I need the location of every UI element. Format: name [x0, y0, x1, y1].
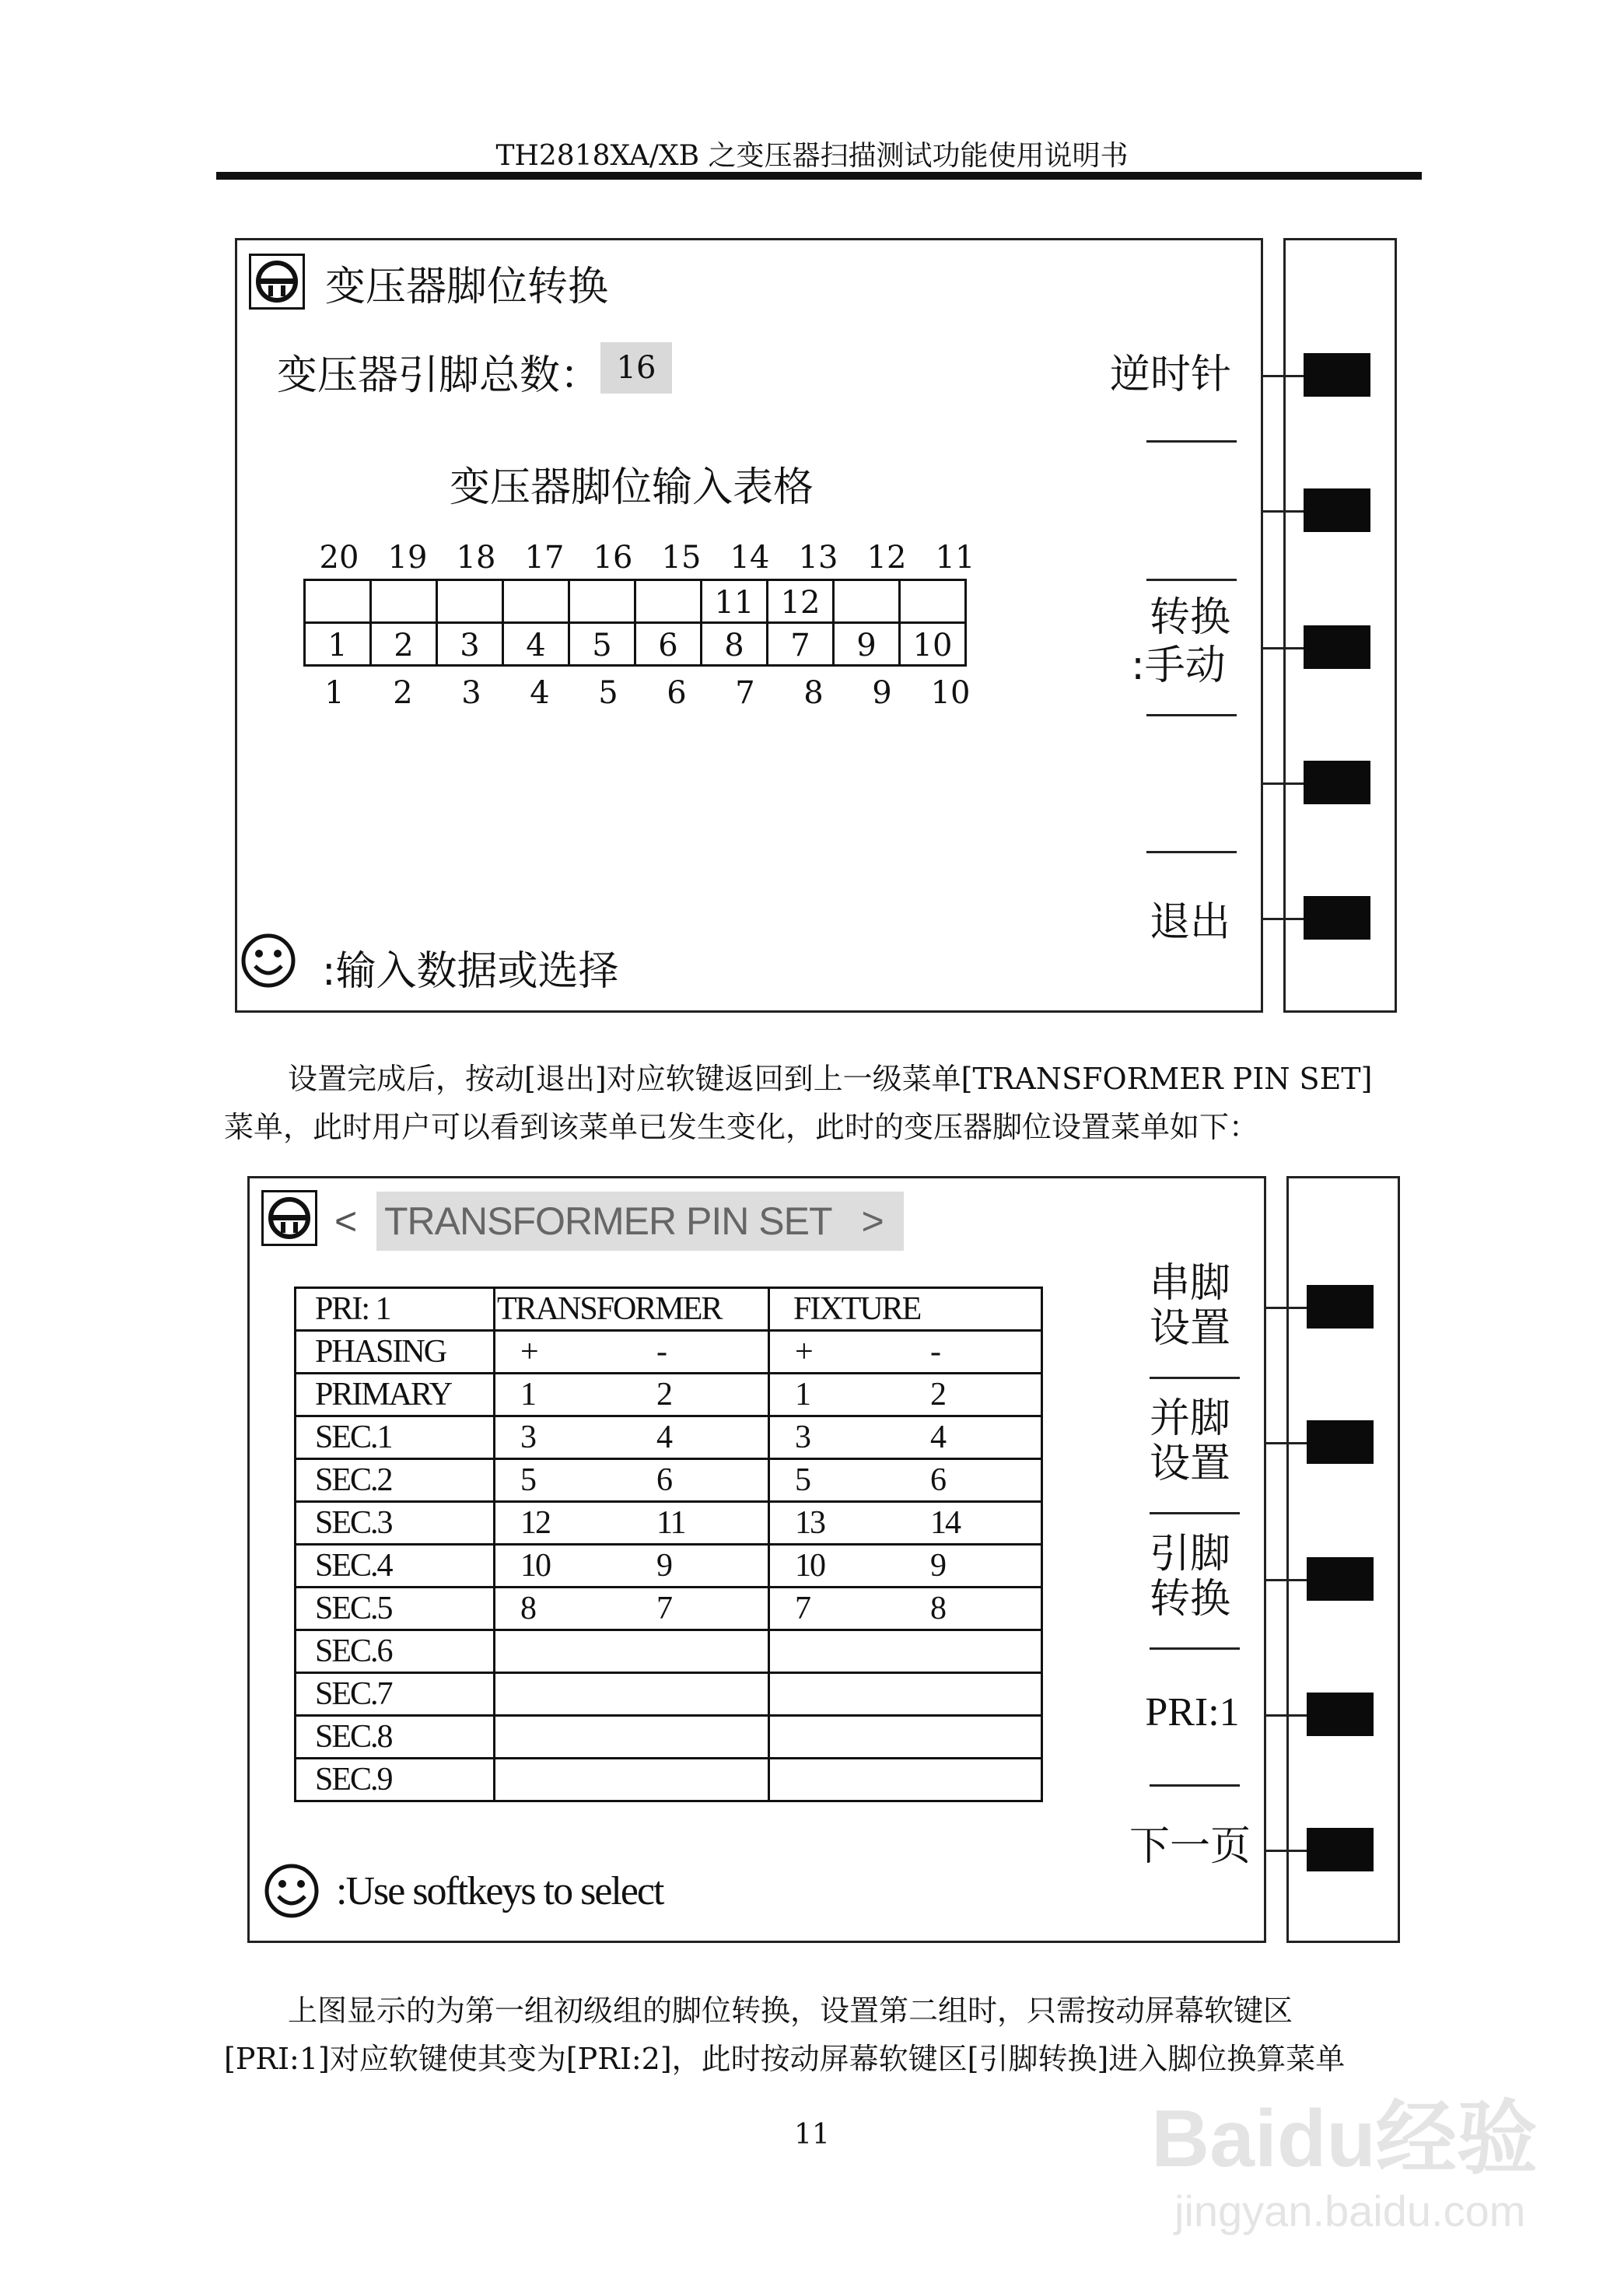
table-header-row	[296, 1288, 1042, 1331]
softkey-label-convert: 转换	[1149, 594, 1230, 641]
cell[interactable]: 5	[795, 1462, 810, 1498]
pin-cell[interactable]: 6	[634, 621, 702, 667]
row-label: SEC.1	[296, 1416, 495, 1459]
softkey-connector	[1265, 1307, 1307, 1309]
pin-cell[interactable]	[369, 579, 438, 624]
cell[interactable]: 1	[520, 1377, 535, 1413]
pin-cell[interactable]	[436, 579, 504, 624]
paragraph-line: 上图显示的为第一组初级组的脚位转换，设置第二组时，只需按动屏幕软键区	[288, 1994, 1293, 2028]
softkey-separator	[1146, 714, 1237, 716]
pin-cell[interactable]: 2	[369, 621, 438, 667]
cell[interactable]: 9	[656, 1548, 671, 1584]
softkey-connector	[1262, 375, 1304, 377]
cell[interactable]: -	[930, 1334, 940, 1370]
pin-number: 7	[735, 675, 755, 711]
pin-cell[interactable]: 8	[700, 621, 768, 667]
cell[interactable]: 11	[656, 1505, 685, 1541]
softkey-label-next-page: 下一页	[1129, 1823, 1251, 1870]
table-row	[296, 1545, 1042, 1588]
pin-cell[interactable]: 11	[700, 579, 768, 624]
softkey-connector	[1262, 647, 1304, 649]
softkey-separator	[1150, 1377, 1240, 1379]
row-label: SEC.2	[296, 1459, 495, 1502]
cell[interactable]: 10	[795, 1548, 824, 1584]
row-label: SEC.7	[296, 1673, 495, 1716]
pin-number: 4	[530, 675, 550, 711]
pin-total-field[interactable]: 16	[600, 342, 672, 394]
cell[interactable]: 7	[656, 1591, 671, 1626]
cell[interactable]: 9	[930, 1548, 945, 1584]
status-message: :Use softkeys to select	[336, 1869, 663, 1913]
watermark-brand: Baidu经验	[1151, 2094, 1538, 2184]
pin-cell[interactable]	[502, 579, 570, 624]
softkey-connector	[1262, 918, 1304, 920]
row-label: SEC.8	[296, 1716, 495, 1759]
row-label: SEC.5	[296, 1588, 495, 1630]
watermark-url: jingyan.baidu.com	[1174, 2186, 1526, 2235]
paragraph-line: [PRI:1]对应软键使其变为[PRI:2]，此时按动屏幕软键区[引脚转换]进入脚位换算菜单	[224, 2042, 1346, 2076]
cell[interactable]: 4	[930, 1420, 945, 1455]
fixture-header: FIXTURE	[769, 1288, 1042, 1331]
table-row	[296, 1630, 1042, 1673]
pin-number: 19	[387, 540, 428, 576]
pin-number: 18	[456, 540, 496, 576]
cell[interactable]: 6	[930, 1462, 945, 1498]
table-row	[296, 1502, 1042, 1545]
row-label: SEC.6	[296, 1630, 495, 1673]
softkey-1-button[interactable]	[1307, 1285, 1374, 1329]
softkey-label-manual: :手动	[1131, 642, 1226, 689]
cell[interactable]: 3	[795, 1420, 810, 1455]
row-label: PRIMARY	[296, 1374, 495, 1416]
pin-cell[interactable]	[303, 579, 372, 624]
menu-next-arrow[interactable]: >	[861, 1199, 884, 1243]
screen-title: 变压器脚位转换	[325, 264, 609, 310]
softkey-3-button[interactable]	[1307, 1557, 1374, 1601]
cell[interactable]: -	[656, 1334, 666, 1370]
cell[interactable]: 13	[795, 1505, 824, 1541]
cell[interactable]: 12	[520, 1505, 550, 1541]
pin-number: 14	[730, 540, 770, 576]
row-label: SEC.4	[296, 1545, 495, 1588]
softkey-separator	[1146, 851, 1237, 853]
softkey-label-exit: 退出	[1149, 899, 1230, 946]
row-label: PHASING	[296, 1331, 495, 1374]
cell[interactable]: 3	[520, 1420, 535, 1455]
pin-cell[interactable]: 10	[898, 621, 967, 667]
softkey-label-counterclockwise: 逆时针	[1109, 352, 1231, 398]
softkey-connector	[1262, 510, 1304, 513]
table-row	[296, 1588, 1042, 1630]
cell[interactable]: +	[520, 1334, 537, 1370]
softkey-separator	[1146, 440, 1237, 443]
pin-cell[interactable]: 1	[303, 621, 372, 667]
softkey-connector	[1265, 1714, 1307, 1717]
pin-cell[interactable]: 12	[766, 579, 835, 624]
table-row	[296, 1673, 1042, 1716]
baidu-watermark	[1151, 2092, 1556, 2248]
bottom-pin-numbers	[300, 675, 985, 711]
paragraph-line: 菜单，此时用户可以看到该菜单已发生变化，此时的变压器脚位设置菜单如下：	[224, 1110, 1259, 1144]
softkey-3-button[interactable]	[1304, 625, 1370, 669]
softkey-1-button[interactable]	[1304, 353, 1370, 397]
pin-number: 16	[593, 540, 633, 576]
pin-number: 11	[935, 540, 975, 576]
pin-cell[interactable]	[898, 579, 967, 624]
cell[interactable]: +	[795, 1334, 812, 1370]
pin-cell[interactable]	[634, 579, 702, 624]
pin-number: 6	[667, 675, 687, 711]
softkey-2-button[interactable]	[1304, 488, 1370, 532]
cell[interactable]: 14	[930, 1505, 960, 1541]
table-row	[296, 1459, 1042, 1502]
page-number: 11	[794, 2119, 830, 2151]
table-row	[296, 1374, 1042, 1416]
pin-number: 13	[798, 540, 838, 576]
softkey-2-button[interactable]	[1307, 1420, 1374, 1464]
pin-number: 5	[598, 675, 618, 711]
cell[interactable]: 8	[520, 1591, 535, 1626]
pin-cell[interactable]: 9	[832, 621, 901, 667]
paragraph-line: 设置完成后，按动[退出]对应软键返回到上一级菜单[TRANSFORMER PIN SET]	[288, 1062, 1373, 1096]
softkey-separator	[1150, 1512, 1240, 1514]
pin-number: 20	[319, 540, 359, 576]
pin-number: 12	[866, 540, 907, 576]
softkey-label-parallel-pin-set: 设置	[1149, 1441, 1230, 1487]
pin-cell[interactable]	[568, 579, 636, 624]
smiley-icon	[240, 932, 297, 989]
softkey-separator	[1150, 1784, 1240, 1787]
pin-number: 9	[872, 675, 892, 711]
cell[interactable]: 6	[656, 1462, 671, 1498]
pin-number: 17	[524, 540, 565, 576]
pin-number: 2	[393, 675, 413, 711]
header-rule	[216, 172, 1422, 180]
softkey-connector	[1265, 1579, 1307, 1581]
menu-icon	[261, 1190, 317, 1246]
menu-prev-arrow[interactable]: <	[334, 1199, 358, 1243]
pin-cell[interactable]: 5	[568, 621, 636, 667]
transformer-header: TRANSFORMER	[495, 1288, 769, 1331]
pin-cell[interactable]	[832, 579, 901, 624]
pin-cell[interactable]: 3	[436, 621, 504, 667]
document-header: TH2818XA/XB 之变压器扫描测试功能使用说明书	[495, 140, 1129, 172]
pin-number: 1	[324, 675, 345, 711]
menu-icon	[249, 254, 305, 310]
softkey-label-series-pin-set: 设置	[1149, 1305, 1230, 1352]
softkey-label-pin-convert: 转换	[1149, 1576, 1230, 1623]
softkey-separator	[1150, 1647, 1240, 1650]
cell[interactable]: 10	[520, 1548, 550, 1584]
status-message: :输入数据或选择	[322, 948, 619, 995]
pin-number: 10	[930, 675, 971, 711]
table-row	[296, 1759, 1042, 1801]
softkey-label-series-pin: 串脚	[1149, 1260, 1230, 1307]
softkey-5-button[interactable]	[1307, 1828, 1374, 1871]
softkey-4-button[interactable]	[1307, 1693, 1374, 1736]
cell[interactable]: 7	[795, 1591, 810, 1626]
softkey-label-pin: 引脚	[1149, 1531, 1230, 1577]
table-row	[296, 1331, 1042, 1374]
pin-total-label: 变压器引脚总数：	[277, 352, 601, 399]
softkey-connector	[1262, 782, 1304, 785]
pin-number: 3	[461, 675, 481, 711]
top-pin-numbers	[305, 540, 989, 576]
table-row	[296, 1416, 1042, 1459]
row-label: SEC.3	[296, 1502, 495, 1545]
softkey-connector	[1265, 1850, 1307, 1852]
table-title: 变压器脚位输入表格	[450, 464, 814, 511]
softkey-4-button[interactable]	[1304, 761, 1370, 804]
cell[interactable]: 2	[656, 1377, 671, 1413]
cell[interactable]: 1	[795, 1377, 810, 1413]
pin-cell[interactable]: 4	[502, 621, 570, 667]
menu-title: TRANSFORMER PIN SET	[384, 1199, 831, 1243]
softkey-5-button[interactable]	[1304, 896, 1370, 940]
cell[interactable]: 4	[656, 1420, 671, 1455]
pin-number: 15	[661, 540, 702, 576]
cell[interactable]: 5	[520, 1462, 535, 1498]
pin-set-table	[294, 1287, 1043, 1802]
softkey-separator	[1146, 579, 1237, 581]
pri-header: PRI: 1	[296, 1288, 495, 1331]
row-label: SEC.9	[296, 1759, 495, 1801]
menu-title-field[interactable]	[376, 1192, 904, 1251]
pin-input-grid	[303, 579, 988, 667]
cell[interactable]: 8	[930, 1591, 945, 1626]
pin-cell[interactable]: 7	[766, 621, 835, 667]
softkey-label-pri: PRI:1	[1145, 1690, 1240, 1735]
table-row	[296, 1716, 1042, 1759]
cell[interactable]: 2	[930, 1377, 945, 1413]
smiley-icon	[263, 1862, 320, 1920]
softkey-label-parallel-pin: 并脚	[1149, 1395, 1230, 1442]
pin-number: 8	[803, 675, 824, 711]
softkey-connector	[1265, 1442, 1307, 1444]
